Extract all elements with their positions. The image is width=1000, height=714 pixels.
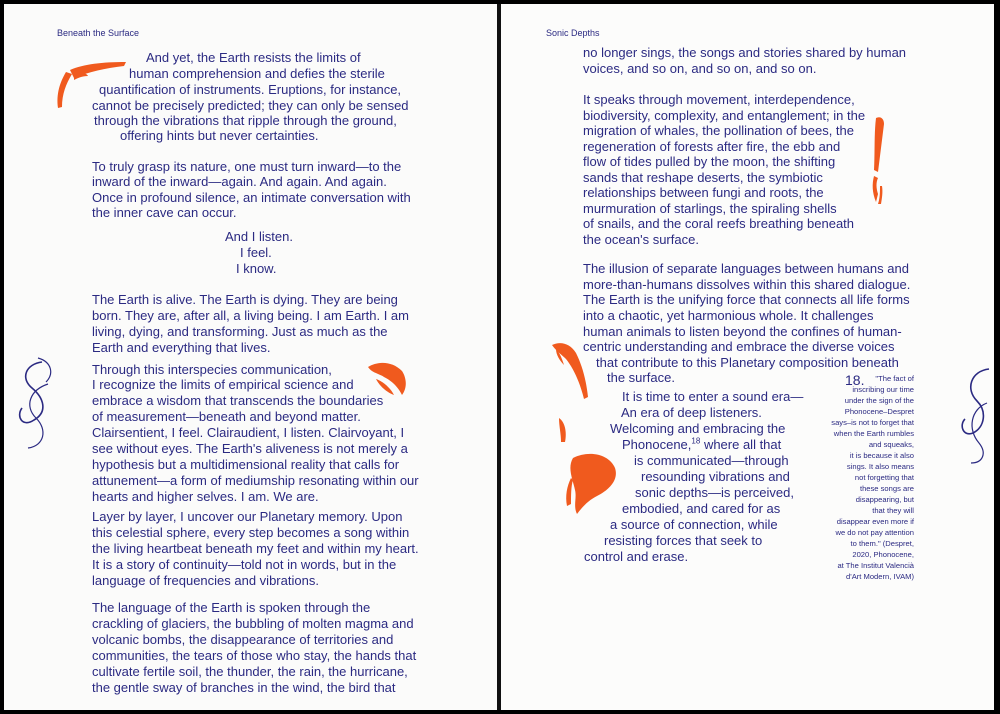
text-line: centric understanding and embrace the diverse voices <box>583 339 895 354</box>
text-line: And yet, the Earth resists the limits of <box>146 50 361 65</box>
text-line: hypothesis but a multidimensional reality that calls for <box>92 457 400 472</box>
text-line: cannot be precisely predicted; they can only be sensed <box>92 98 409 113</box>
text-line: the inner cave can occur. <box>92 205 237 220</box>
text-line: resounding vibrations and <box>641 469 790 484</box>
text-line: offering hints but never certainties. <box>120 128 319 143</box>
text-line: The illusion of separate languages between humans and <box>583 261 909 276</box>
text-line: biodiversity, complexity, and entanglement; in the <box>583 108 866 123</box>
text-fragment: where all that <box>703 437 782 452</box>
text-line: the living heartbeat beneath my feet and within my heart. <box>92 541 419 556</box>
footnote-line: at The Institut Valencià <box>837 561 914 570</box>
footnote-line: to them." (Despret, <box>850 539 914 548</box>
footnote-line: says–is not to forget that <box>831 418 914 427</box>
text-line: the surface. <box>607 370 675 385</box>
text-line: It is time to enter a sound era— <box>622 389 804 404</box>
left-page <box>4 4 497 710</box>
text-line: regeneration of forests after fire, the ebb and <box>583 139 841 154</box>
text-line: of measurement—beneath and beyond matter. <box>92 409 361 424</box>
text-line: The Earth is alive. The Earth is dying. They are being <box>92 292 398 307</box>
orange-brush-stroke <box>546 339 596 409</box>
footnote-line: when the Earth rumbles <box>833 429 914 438</box>
text-line: no longer sings, the songs and stories shared by human <box>583 45 907 60</box>
text-line: more-than-humans dissolves within this shared dialogue. <box>583 277 911 292</box>
text-line: To truly grasp its nature, one must turn inward—to the <box>92 159 402 174</box>
footnote-line: sings. It also means <box>846 462 914 471</box>
phonocene-word: Phonocene, <box>622 437 692 452</box>
text-line: is communicated—through <box>634 453 789 468</box>
right-running-header: Sonic Depths <box>546 28 600 38</box>
text-line: sonic depths—is perceived, <box>635 485 794 500</box>
orange-brush-stroke <box>866 112 896 212</box>
text-line: human animals to listen beyond the confines of human- <box>583 324 902 339</box>
text-line: Layer by layer, I uncover our Planetary memory. Upon <box>92 509 403 524</box>
text-line: sands that reshape deserts, the symbiotic <box>583 170 823 185</box>
footnote-line: these songs are <box>859 484 914 493</box>
orange-brush-stroke <box>44 52 134 112</box>
footnote-line: d'Art Modern, IVAM) <box>846 572 914 581</box>
text-line: that contribute to this Planetary composition beneath <box>596 355 899 370</box>
text-line: born. They are, after all, a living being. I am Earth. I am <box>92 308 409 323</box>
text-line: Earth and everything that lives. <box>92 340 271 355</box>
text-line: crackling of glaciers, the bubbling of molten magma and <box>92 616 414 631</box>
text-line: the ocean's surface. <box>583 232 699 247</box>
footnote-line: inscribing our time <box>852 385 914 394</box>
footnote-line: Phonocene–Despret <box>844 407 914 416</box>
text-line: the gentle sway of branches in the wind, the bird that <box>92 680 396 695</box>
text-line: into a chaotic, yet harmonious whole. It challenges <box>583 308 874 323</box>
text-line: murmuration of starlings, the spiraling shells <box>583 201 837 216</box>
text-line: human comprehension and defies the sterile <box>129 66 385 81</box>
text-line: embrace a wisdom that transcends the boundaries <box>92 393 384 408</box>
right-page <box>501 4 994 710</box>
text-line: I know. <box>236 261 277 276</box>
calligraphic-scroll <box>949 359 994 469</box>
footnote-line: disappear even more if <box>836 517 914 526</box>
footnote-line: and squeaks, <box>868 440 914 449</box>
footnote-reference[interactable]: 18 <box>691 436 701 446</box>
footnote-line: not forgetting that <box>854 473 914 482</box>
left-running-header: Beneath the Surface <box>57 28 140 38</box>
text-line: Once in profound silence, an intimate conversation with <box>92 190 411 205</box>
text-line: An era of deep listeners. <box>621 405 762 420</box>
text-line: quantification of instruments. Eruptions, for instance, <box>99 82 402 97</box>
text-line: Through this interspecies communication, <box>92 362 332 377</box>
text-line: It speaks through movement, interdependence, <box>583 92 855 107</box>
text-line: see without eyes. The Earth's aliveness is not merely a <box>92 441 408 456</box>
footnote-line: we do not pay attention <box>835 528 914 537</box>
text-line: flow of tides pulled by the moon, the shifting <box>583 154 836 169</box>
footnote-line: 2020, Phonocene, <box>852 550 914 559</box>
orange-brush-stroke <box>549 414 624 524</box>
text-line: And I listen. <box>225 229 293 244</box>
text-line: living, dying, and transforming. Just as much as the <box>92 324 388 339</box>
text-line: attunement—a form of mediumship resonating within our <box>92 473 419 488</box>
text-line: language of frequencies and vibrations. <box>92 573 319 588</box>
text-line: embodied, and cared for as <box>622 501 781 516</box>
text-line: cultivate fertile soil, the thunder, the rain, the hurricane, <box>92 664 408 679</box>
text-line: a source of connection, while <box>610 517 778 532</box>
text-line: It is a story of continuity—told not in words, but in the <box>92 557 397 572</box>
text-line <box>622 437 781 453</box>
text-line: this celestial sphere, every step becomes a song within <box>92 525 410 540</box>
text-line: I feel. <box>240 245 272 260</box>
text-line: I recognize the limits of empirical science and <box>92 377 354 392</box>
footnote-line: that they will <box>872 506 914 515</box>
footnote-line: "The fact of <box>875 374 914 383</box>
text-line: resisting forces that seek to <box>604 533 763 548</box>
text-line: hearts and higher selves. I am. We are. <box>92 489 319 504</box>
orange-brush-stroke <box>362 357 412 401</box>
text-line: Clairsentient, I feel. Clairaudient, I listen. Clairvoyant, I <box>92 425 405 440</box>
footnote-line: it is because it also <box>849 451 914 460</box>
text-line: The Earth is the unifying force that connects all life forms <box>583 292 910 307</box>
calligraphic-scroll <box>8 354 58 454</box>
text-line: through the vibrations that ripple through the ground, <box>94 113 397 128</box>
footnote-number: 18. <box>845 372 865 388</box>
text-line: of snails, and the coral reefs breathing beneath <box>583 216 855 231</box>
text-line: inward of the inward—again. And again. And again. <box>92 174 387 189</box>
text-line: voices, and so on, and so on, and so on. <box>583 61 817 76</box>
footnote-line: under the sign of the <box>844 396 914 405</box>
text-line: relationships between fungi and roots, the <box>583 185 824 200</box>
text-line: communities, the tears of those who stay, the hands that <box>92 648 417 663</box>
text-line: Welcoming and embracing the <box>610 421 786 436</box>
text-line: volcanic bombs, the disappearance of territories and <box>92 632 394 647</box>
footnote-line: disappearing, but <box>855 495 914 504</box>
text-line: control and erase. <box>584 549 689 564</box>
text-line: The language of the Earth is spoken through the <box>92 600 371 615</box>
text-line: migration of whales, the pollination of bees, the <box>583 123 855 138</box>
